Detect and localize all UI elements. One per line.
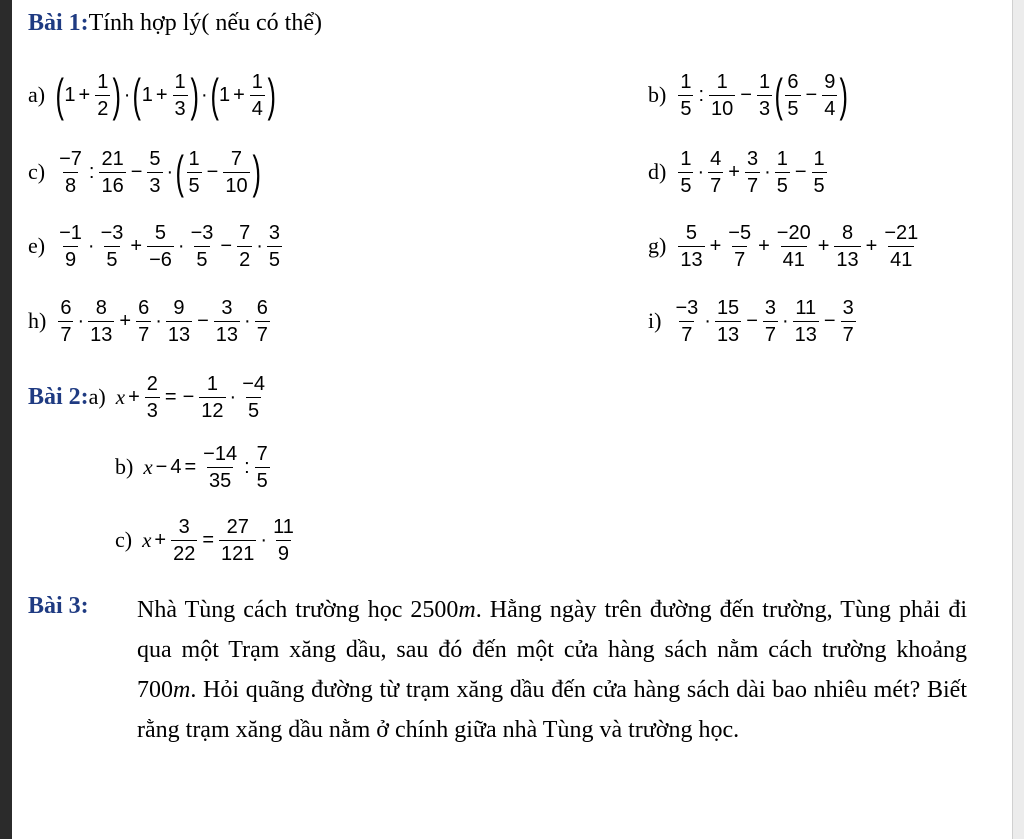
label-1d: d) bbox=[648, 159, 667, 184]
bai3-title: Bài 3: bbox=[28, 593, 89, 619]
expression-1h: 6 7 · 8 13 + $\frac{6}{7}$ · 9 13 − $\frac{3}{13}$ · 6 7 bbox=[60, 296, 268, 346]
label-1b: b) bbox=[648, 82, 667, 107]
expression-2c: x + $\frac{3}{22}$ = $\frac{27}{121}$ · 11 9 bbox=[142, 515, 294, 565]
problem-2b bbox=[115, 435, 272, 499]
label-1a: a) bbox=[28, 82, 46, 107]
expression-1d: 1 5 · 4 7 + $\frac{3}{7}$ · 1 5 − $\frac{1}{5}$ bbox=[680, 147, 825, 197]
expression-2b: x − 4 = $\frac{-14}{35}$ : 7 5 bbox=[143, 442, 268, 492]
problem-1g bbox=[648, 214, 922, 278]
expression-1c: −7 8 : 21 16 − $\frac{5}{3}$ · ( 1 5 − $\frac{7}{10}$ ) bbox=[59, 146, 261, 198]
expression-1a: ( 1 + $\frac{1}{2}$ ) · ( 1 + $\frac{1}{3}$ ) · ( 1 + $\frac{1}{4}$ ) bbox=[55, 69, 276, 121]
problem-1b bbox=[648, 63, 849, 127]
label-2b: b) bbox=[115, 454, 134, 479]
problem-1c bbox=[28, 140, 261, 204]
expression-1b: 1 5 : 1 10 − $\frac{1}{3}$ ( 6 5 − $\frac{9}{4}$ ) bbox=[680, 69, 849, 121]
label-1h: h) bbox=[28, 308, 47, 333]
expression-1i: −3 7 · 15 13 − $\frac{3}{7}$ · 11 13 − $\frac{3}{7}$ bbox=[675, 296, 854, 346]
label-2a: a) bbox=[88, 384, 106, 409]
label-1e: e) bbox=[28, 233, 46, 258]
problem-1e bbox=[28, 214, 284, 278]
expression-1e: −1 9 · −3 5 + $\frac{5}{-6}$ · −3 5 − $\frac{7}{2}$ · 3 5 bbox=[59, 221, 280, 271]
label-1c: c) bbox=[28, 159, 46, 184]
expression-1g: 5 13 + $\frac{-5}{7}$ + $\frac{-20}{41}$ + $\frac{8}{13}$ + $\frac{-21}{41}$ bbox=[680, 221, 919, 271]
problem-2a bbox=[28, 365, 269, 429]
label-2c: c) bbox=[115, 527, 133, 552]
bai1-title: Bài 1: bbox=[28, 10, 89, 36]
bai2-title: Bài 2: bbox=[28, 383, 89, 410]
problem-1d bbox=[648, 140, 829, 204]
problem-1i bbox=[648, 289, 858, 353]
problem-1h bbox=[28, 289, 272, 353]
right-scroll-edge bbox=[1012, 0, 1024, 839]
bai1-instruction: Tính hợp lý( nếu có thể) bbox=[88, 10, 322, 36]
label-1i: i) bbox=[648, 308, 662, 333]
bai1-heading bbox=[28, 10, 322, 37]
expression-2a: x + $\frac{2}{3}$ = − $\frac{1}{12}$ · −4 5 bbox=[115, 372, 266, 422]
left-border bbox=[0, 0, 12, 839]
document-page bbox=[12, 0, 1012, 839]
problem-1a bbox=[28, 63, 276, 127]
label-1g: g) bbox=[648, 233, 667, 258]
problem-2c bbox=[115, 508, 298, 572]
bai3-paragraph: Nhà Tùng cách trường học 2500m. Hằng ngày trên đường đến trường, Tùng phải đi qua một Trạm xăng dầu, sau đó đến một cửa hàng sách nằm cách trường khoảng 700m. Hỏi quãng đường từ trạm xăng dầu đến cửa hàng sách dài bao nhiêu mét? Biết rằng trạm xăng dầu nằm ở chính giữa nhà Tùng và trường học. bbox=[137, 597, 968, 743]
